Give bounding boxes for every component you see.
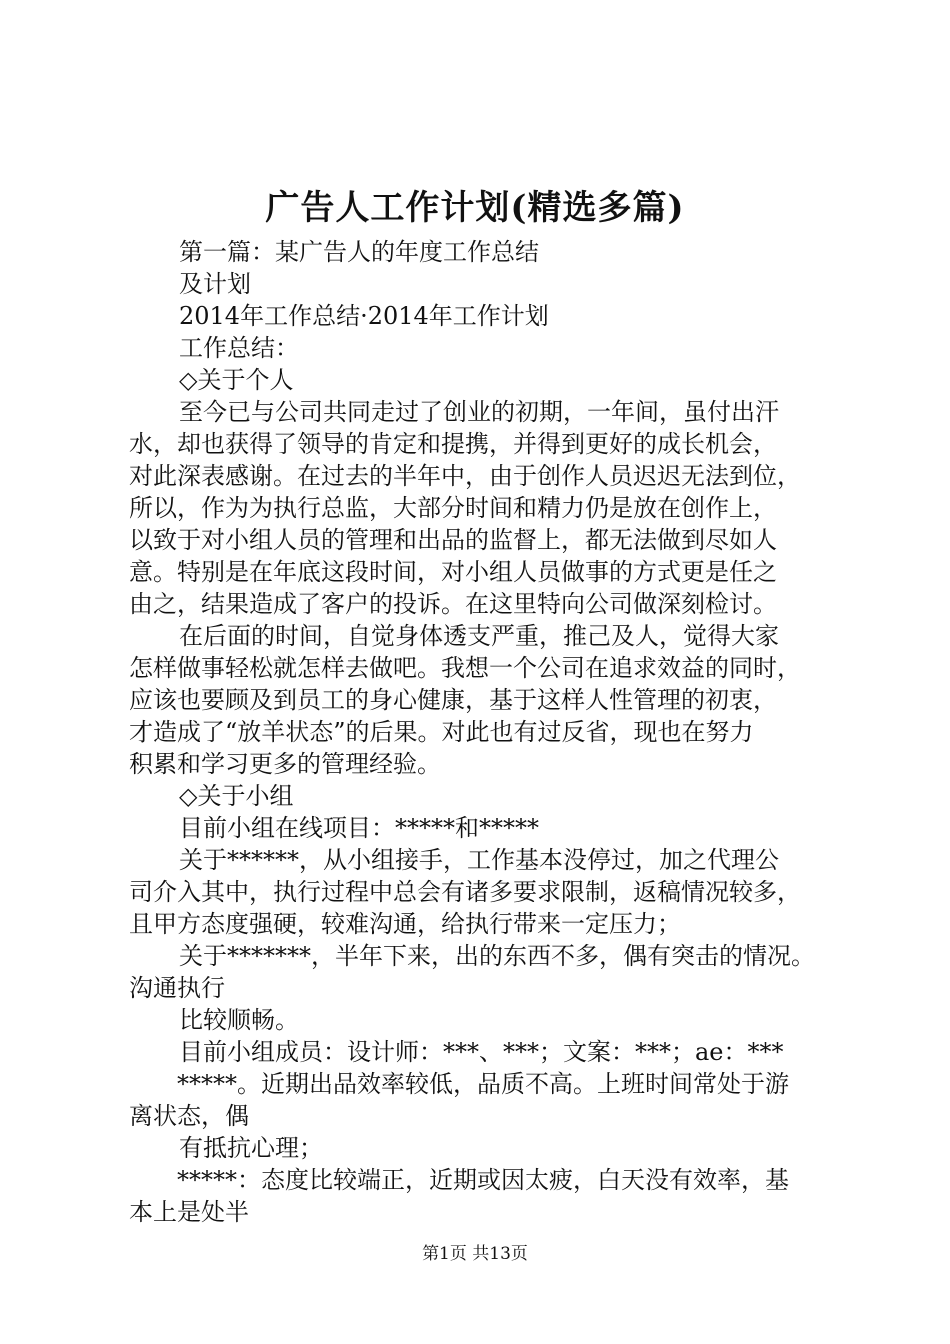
paragraph-line: 有抵抗心理； xyxy=(179,1134,323,1162)
paragraph-line: 关于******，从小组接手，工作基本没停过，加之代理公 xyxy=(179,846,779,874)
paragraph-line: 怎样做事轻松就怎样去做吧。我想一个公司在追求效益的同时， xyxy=(129,654,801,682)
paragraph-line: 关于*******，半年下来，出的东西不多，偶有突击的情况。 xyxy=(179,942,815,970)
paragraph-line: 对此深表感谢。在过去的半年中，由于创作人员迟迟无法到位， xyxy=(129,462,801,490)
paragraph-line: *****：态度比较端正，近期或因太疲，白天没有效率，基 xyxy=(177,1166,789,1194)
paragraph-line: 比较顺畅。 xyxy=(179,1006,299,1034)
paragraph-line: 司介入其中，执行过程中总会有诸多要求限制，返稿情况较多， xyxy=(129,878,801,906)
paragraph-line: 在后面的时间，自觉身体透支严重，推己及人，觉得大家 xyxy=(179,622,779,650)
page-number-footer: 第1页 共13页 xyxy=(422,1244,528,1264)
paragraph-line: 应该也要顾及到员工的身心健康，基于这样人性管理的初衷， xyxy=(129,686,777,714)
paragraph-line: 所以，作为为执行总监，大部分时间和精力仍是放在创作上， xyxy=(129,494,777,522)
document-body xyxy=(129,236,854,1228)
section-heading-continued: 及计划 xyxy=(179,270,251,298)
paragraph-line: 本上是处半 xyxy=(129,1198,249,1226)
paragraph-line: 目前小组成员：设计师：***、***；文案：***；ae：*** xyxy=(179,1038,784,1066)
paragraph-line: *****。近期出品效率较低，品质不高。上班时间常处于游 xyxy=(177,1070,789,1098)
paragraph-line: 以致于对小组人员的管理和出品的监督上，都无法做到尽如人 xyxy=(129,526,777,554)
subheading-team: ◇关于小组 xyxy=(179,782,294,810)
paragraph-line: 沟通执行 xyxy=(129,974,225,1002)
subheading-personal: ◇关于个人 xyxy=(179,366,294,394)
paragraph-line: 积累和学习更多的管理经验。 xyxy=(129,750,441,778)
paragraph-line: 水，却也获得了领导的肯定和提携，并得到更好的成长机会， xyxy=(129,430,777,458)
paragraph-line: 才造成了“放羊状态”的后果。对此也有过反省，现也在努力 xyxy=(129,718,754,746)
document-title: 广告人工作计划(精选多篇) xyxy=(265,188,685,228)
paragraph-line: 目前小组在线项目：*****和***** xyxy=(179,814,539,842)
subtitle-line: 2014年工作总结·2014年工作计划 xyxy=(179,302,549,330)
paragraph-line: 离状态，偶 xyxy=(129,1102,249,1130)
summary-label: 工作总结： xyxy=(179,334,299,362)
paragraph-line: 且甲方态度强硬，较难沟通，给执行带来一定压力； xyxy=(129,910,681,938)
paragraph-line: 意。特别是在年底这段时间，对小组人员做事的方式更是任之 xyxy=(129,558,777,586)
section-heading: 第一篇：某广告人的年度工作总结 xyxy=(179,238,539,266)
paragraph-line: 由之，结果造成了客户的投诉。在这里特向公司做深刻检讨。 xyxy=(129,590,777,618)
paragraph-line: 至今已与公司共同走过了创业的初期，一年间，虽付出汗 xyxy=(179,398,779,426)
